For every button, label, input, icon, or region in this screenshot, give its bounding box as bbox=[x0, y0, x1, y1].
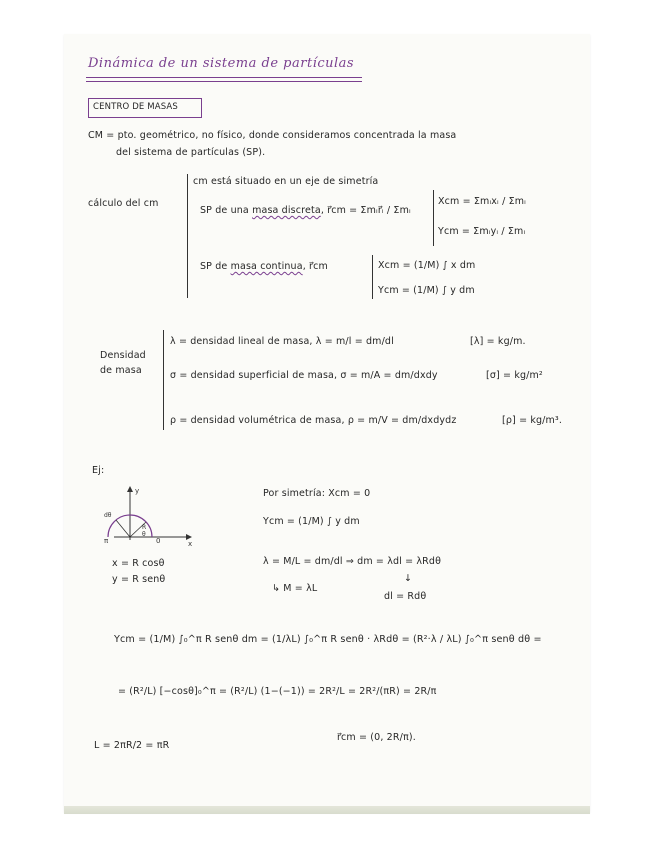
density-volume: ρ = densidad volumétrica de masa, ρ = m/V = dm/dxdydz bbox=[170, 415, 457, 426]
arrow-down: ↓ bbox=[404, 573, 413, 584]
length-result: L = 2πR/2 = πR bbox=[94, 740, 170, 751]
density-label-1: Densidad bbox=[100, 350, 146, 361]
fig-label-y: y bbox=[135, 487, 140, 495]
title-underline-1 bbox=[86, 77, 362, 78]
final-result: r⃗cm = (0, 2R/π). bbox=[337, 732, 416, 743]
calc-cm-brace bbox=[187, 174, 188, 298]
density-linear-unit: [λ] = kg/m. bbox=[470, 336, 526, 347]
integral-line-2: = (R²/L) [−cosθ]₀^π = (R²/L) (1−(−1)) = 2R²/L = 2R²/(πR) = 2R/π bbox=[118, 686, 437, 697]
fig-label-x: x bbox=[188, 540, 193, 546]
fig-label-pi: π bbox=[104, 537, 109, 545]
continuous-ycm: Ycm = (1/M) ∫ y dm bbox=[378, 285, 475, 296]
density-surface-unit: [σ] = kg/m² bbox=[486, 370, 543, 381]
continuous-xcm: Xcm = (1/M) ∫ x dm bbox=[378, 260, 476, 271]
density-volume-unit: [ρ] = kg/m³. bbox=[502, 415, 563, 426]
discrete-ycm: Ycm = Σmᵢyᵢ / Σmᵢ bbox=[438, 226, 526, 237]
cm-definition-line1: CM = pto. geométrico, no físico, donde consideramos concentrada la masa bbox=[88, 130, 457, 141]
page-bottom-edge bbox=[64, 806, 590, 814]
fig-label-dtheta: dθ bbox=[104, 512, 112, 519]
title-underline-2 bbox=[86, 81, 362, 82]
discrete-mass-emph: masa discreta bbox=[252, 205, 321, 216]
param-x: x = R cosθ bbox=[112, 558, 165, 569]
y-axis-arrow bbox=[127, 486, 133, 492]
semicircle-figure bbox=[104, 484, 196, 546]
density-brace bbox=[163, 330, 164, 430]
density-label-2: de masa bbox=[100, 365, 142, 376]
param-y: y = R senθ bbox=[112, 574, 166, 585]
discrete-xcm: Xcm = Σmᵢxᵢ / Σmᵢ bbox=[438, 196, 527, 207]
lambda-relation: λ = M/L = dm/dl ⇒ dm = λdl = λRdθ bbox=[263, 556, 442, 567]
ycm-definition: Ycm = (1/M) ∫ y dm bbox=[263, 516, 360, 527]
calc-cm-label: cálculo del cm bbox=[88, 198, 159, 209]
example-label: Ej: bbox=[92, 465, 105, 476]
fig-label-zero: 0 bbox=[156, 537, 161, 545]
section-label: CENTRO DE MASAS bbox=[93, 102, 178, 112]
discrete-brace bbox=[433, 190, 434, 246]
fig-label-R: R bbox=[142, 524, 147, 531]
fig-label-theta: θ bbox=[142, 531, 146, 538]
integral-line-1: Ycm = (1/M) ∫₀^π R senθ dm = (1/λL) ∫₀^π R senθ · λRdθ = (R²·λ / λL) ∫₀^π senθ dθ = bbox=[114, 634, 542, 645]
page-title: Dinámica de un sistema de partículas bbox=[88, 56, 355, 71]
calc-symmetry-line: cm está situado en un eje de simetría bbox=[193, 176, 379, 187]
radius-line-2 bbox=[116, 520, 130, 537]
calc-discrete-line: SP de una masa discreta, r⃗cm = Σmᵢr⃗ᵢ / Σmᵢ bbox=[200, 205, 411, 216]
calc-continuous-line: SP de masa continua, r⃗cm bbox=[200, 261, 328, 272]
continuous-brace bbox=[372, 255, 373, 299]
cm-definition-line2: del sistema de partículas (SP). bbox=[116, 147, 266, 158]
density-linear: λ = densidad lineal de masa, λ = m/l = dm/dl bbox=[170, 336, 394, 347]
symmetry-result: Por simetría: Xcm = 0 bbox=[263, 488, 371, 499]
continuous-mass-emph: masa continua bbox=[230, 261, 303, 272]
dl-relation: dl = Rdθ bbox=[384, 591, 427, 602]
mass-relation: ↳ M = λL bbox=[272, 583, 318, 594]
density-surface: σ = densidad superficial de masa, σ = m/A = dm/dxdy bbox=[170, 370, 438, 381]
